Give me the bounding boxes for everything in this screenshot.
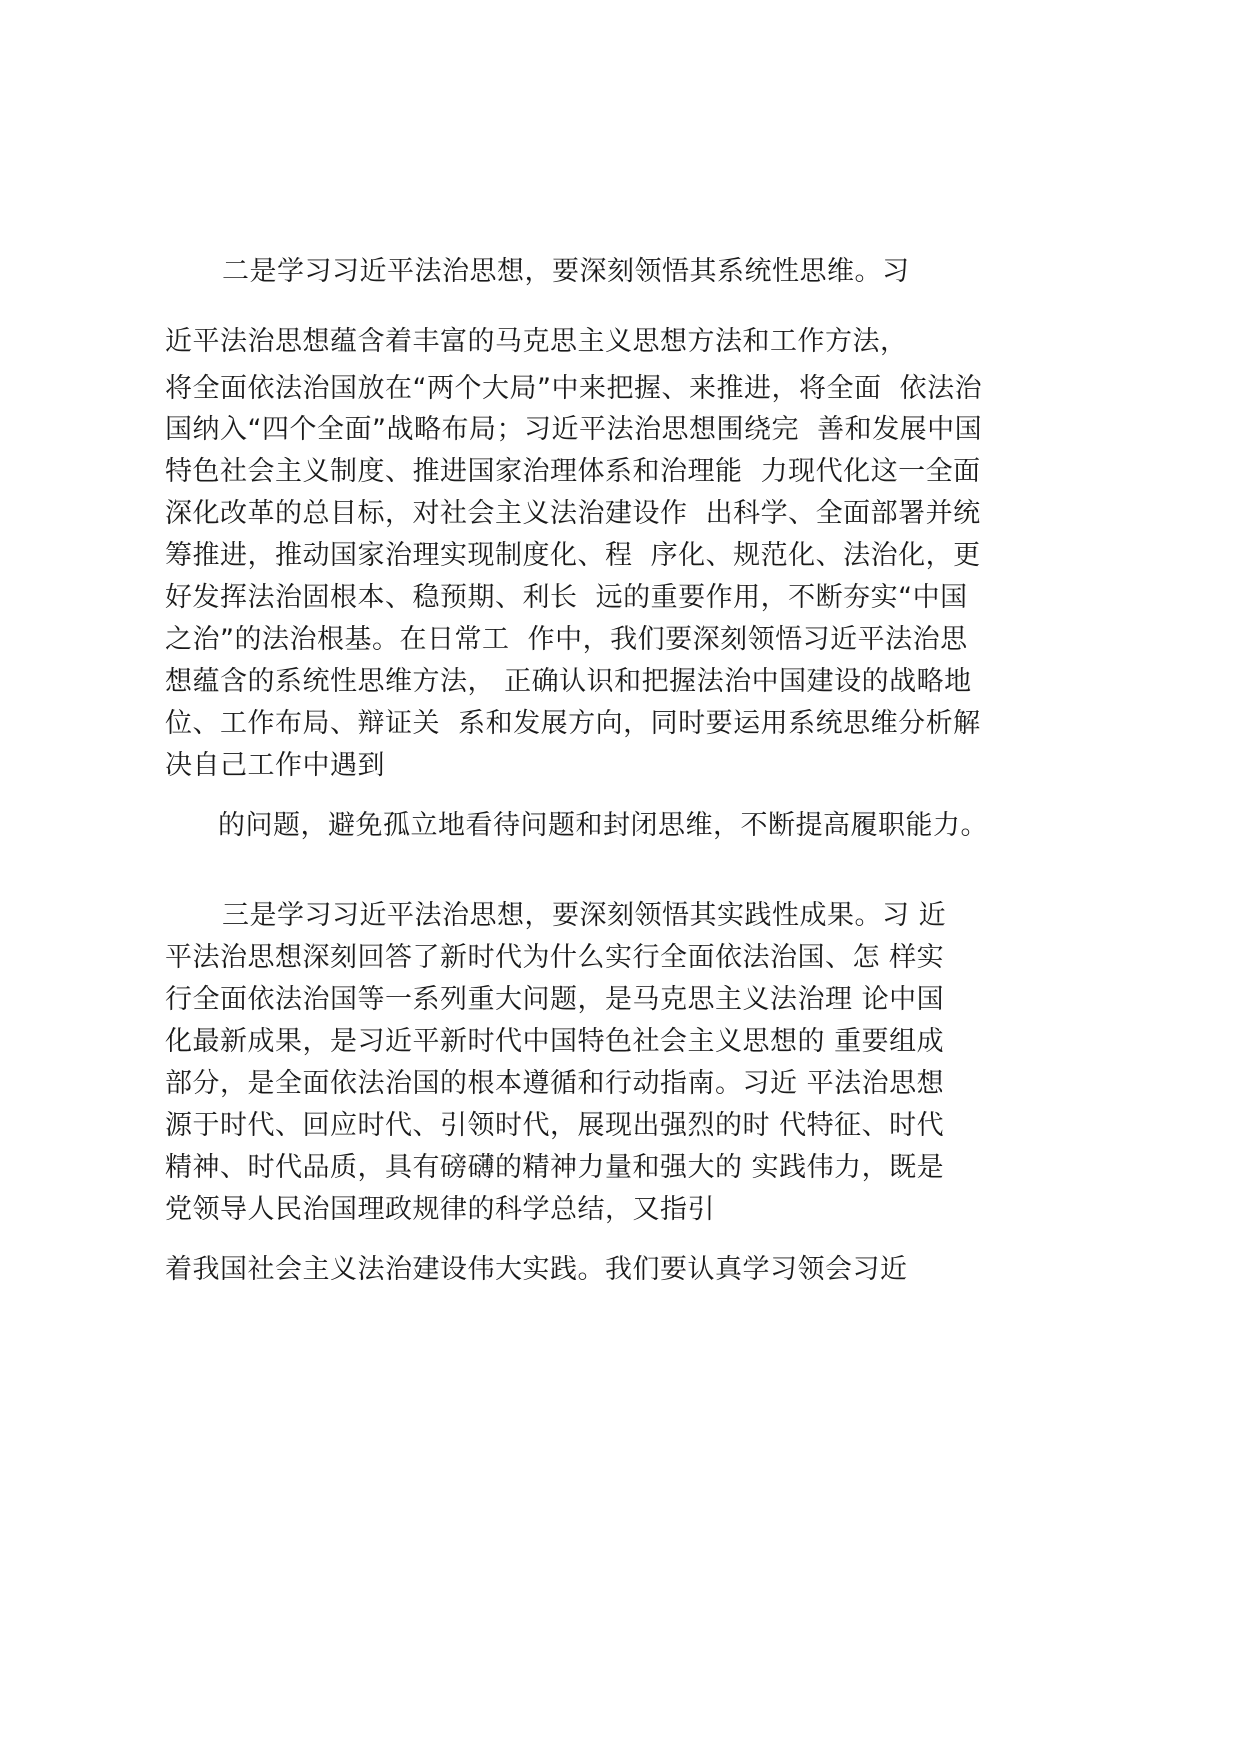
text-line: 三是学习习近平法治思想，要深刻领悟其实践性成果。习 近 <box>222 900 947 931</box>
text-line: 好发挥法治固根本、稳预期、利长 远的重要作用，不断夯实“中国 <box>165 582 968 613</box>
text-line: 党领导人民治国理政规律的科学总结，又指引 <box>165 1194 715 1225</box>
text-line: 着我国社会主义法治建设伟大实践。我们要认真学习领会习近 <box>165 1254 908 1285</box>
text-line: 位、工作布局、辩证关 系和发展方向，同时要运用系统思维分析解 <box>165 708 981 739</box>
text-line: 二是学习习近平法治思想，要深刻领悟其系统性思维。习 <box>222 256 910 287</box>
text-line: 的问题，避免孤立地看待问题和封闭思维，不断提高履职能力。 <box>218 810 988 841</box>
text-line: 决自己工作中遇到 <box>165 750 385 781</box>
text-line: 之治”的法治根基。在日常工 作中，我们要深刻领悟习近平法治思 <box>165 624 968 655</box>
text-line: 平法治思想深刻回答了新时代为什么实行全面依法治国、怎 样实 <box>165 942 945 973</box>
text-line: 近平法治思想蕴含着丰富的马克思主义思想方法和工作方法， <box>165 326 908 357</box>
text-line: 特色社会主义制度、推进国家治理体系和治理能 力现代化这一全面 <box>165 456 981 487</box>
text-line: 化最新成果，是习近平新时代中国特色社会主义思想的 重要组成 <box>165 1026 945 1057</box>
text-line: 深化改革的总目标，对社会主义法治建设作 出科学、全面部署并统 <box>165 498 981 529</box>
text-line: 源于时代、回应时代、引领时代，展现出强烈的时 代特征、时代 <box>165 1110 945 1141</box>
text-line: 想蕴含的系统性思维方法， 正确认识和把握法治中国建设的战略地 <box>165 666 972 697</box>
text-line: 筹推进，推动国家治理实现制度化、程 序化、规范化、法治化，更 <box>165 540 981 571</box>
text-line: 精神、时代品质，具有磅礴的精神力量和强大的 实践伟力，既是 <box>165 1152 945 1183</box>
text-line: 将全面依法治国放在“两个大局”中来把握、来推进，将全面 依法治 <box>165 373 983 404</box>
text-line: 行全面依法治国等一系列重大问题，是马克思主义法治理 论中国 <box>165 984 945 1015</box>
text-line: 国纳入“四个全面”战略布局；习近平法治思想围绕完 善和发展中国 <box>165 414 983 445</box>
text-line: 部分，是全面依法治国的根本遵循和行动指南。习近 平法治思想 <box>165 1068 945 1099</box>
